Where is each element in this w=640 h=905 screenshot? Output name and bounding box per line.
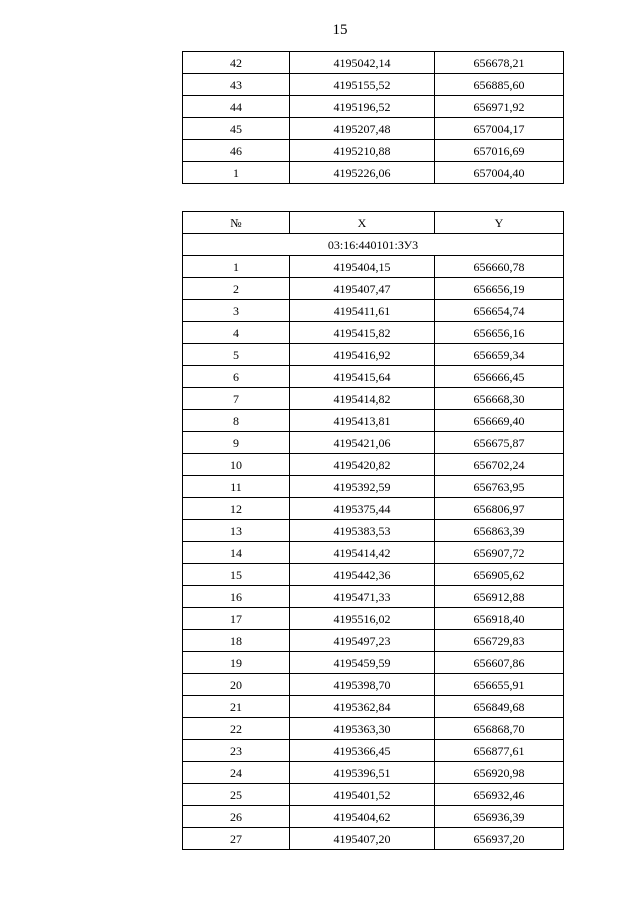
coord-y: 656907,72 — [435, 542, 564, 564]
coord-x: 4195415,64 — [290, 366, 435, 388]
header-y: Y — [435, 212, 564, 234]
point-number: 46 — [183, 140, 290, 162]
coord-x: 4195375,44 — [290, 498, 435, 520]
point-number: 2 — [183, 278, 290, 300]
coordinates-table-continued — [182, 51, 564, 184]
table-row — [183, 256, 564, 278]
table-row — [183, 118, 564, 140]
point-number: 22 — [183, 718, 290, 740]
coord-y: 656868,70 — [435, 718, 564, 740]
coord-y: 656763,95 — [435, 476, 564, 498]
table-row — [183, 74, 564, 96]
coord-x: 4195442,36 — [290, 564, 435, 586]
coordinates-table — [182, 211, 564, 850]
coord-x: 4195155,52 — [290, 74, 435, 96]
coord-x: 4195226,06 — [290, 162, 435, 184]
coord-x: 4195459,59 — [290, 652, 435, 674]
coord-x: 4195413,81 — [290, 410, 435, 432]
point-number: 43 — [183, 74, 290, 96]
point-number: 8 — [183, 410, 290, 432]
coord-y: 656877,61 — [435, 740, 564, 762]
coord-x: 4195392,59 — [290, 476, 435, 498]
coord-x: 4195366,45 — [290, 740, 435, 762]
point-number: 5 — [183, 344, 290, 366]
table-row — [183, 520, 564, 542]
coord-y: 656669,40 — [435, 410, 564, 432]
table-row — [183, 762, 564, 784]
coord-x: 4195415,82 — [290, 322, 435, 344]
table-row — [183, 454, 564, 476]
table-row — [183, 162, 564, 184]
table-row — [183, 674, 564, 696]
table-row — [183, 696, 564, 718]
point-number: 42 — [183, 52, 290, 74]
table-header-row — [183, 212, 564, 234]
cadastral-number: 03:16:440101:ЗУ3 — [183, 234, 564, 256]
coord-x: 4195363,30 — [290, 718, 435, 740]
coord-y: 656660,78 — [435, 256, 564, 278]
coord-y: 656806,97 — [435, 498, 564, 520]
coord-y: 656918,40 — [435, 608, 564, 630]
header-x: X — [290, 212, 435, 234]
coord-x: 4195416,92 — [290, 344, 435, 366]
coord-y: 656729,83 — [435, 630, 564, 652]
coord-x: 4195207,48 — [290, 118, 435, 140]
coord-x: 4195516,02 — [290, 608, 435, 630]
point-number: 18 — [183, 630, 290, 652]
point-number: 10 — [183, 454, 290, 476]
point-number: 45 — [183, 118, 290, 140]
point-number: 7 — [183, 388, 290, 410]
table-row — [183, 388, 564, 410]
point-number: 14 — [183, 542, 290, 564]
coord-y: 656849,68 — [435, 696, 564, 718]
table-row — [183, 740, 564, 762]
table-row — [183, 366, 564, 388]
coord-x: 4195196,52 — [290, 96, 435, 118]
coord-x: 4195398,70 — [290, 674, 435, 696]
coord-x: 4195404,15 — [290, 256, 435, 278]
coord-y: 656656,19 — [435, 278, 564, 300]
table-row — [183, 828, 564, 850]
coord-x: 4195362,84 — [290, 696, 435, 718]
table-row — [183, 52, 564, 74]
coord-y: 656912,88 — [435, 586, 564, 608]
point-number: 23 — [183, 740, 290, 762]
table-row — [183, 630, 564, 652]
point-number: 27 — [183, 828, 290, 850]
point-number: 17 — [183, 608, 290, 630]
table-row — [183, 476, 564, 498]
point-number: 6 — [183, 366, 290, 388]
coord-x: 4195497,23 — [290, 630, 435, 652]
table-row — [183, 410, 564, 432]
point-number: 24 — [183, 762, 290, 784]
point-number: 1 — [183, 256, 290, 278]
coord-y: 656920,98 — [435, 762, 564, 784]
coord-x: 4195407,47 — [290, 278, 435, 300]
table-row — [183, 542, 564, 564]
table-row — [183, 344, 564, 366]
coord-y: 656971,92 — [435, 96, 564, 118]
coord-x: 4195383,53 — [290, 520, 435, 542]
point-number: 26 — [183, 806, 290, 828]
coord-x: 4195411,61 — [290, 300, 435, 322]
table-row — [183, 806, 564, 828]
coord-x: 4195407,20 — [290, 828, 435, 850]
coord-y: 657004,40 — [435, 162, 564, 184]
table-row — [183, 652, 564, 674]
section-label-row — [183, 234, 564, 256]
point-number: 13 — [183, 520, 290, 542]
coord-y: 656702,24 — [435, 454, 564, 476]
table-row — [183, 322, 564, 344]
coord-y: 656656,16 — [435, 322, 564, 344]
coord-y: 656666,45 — [435, 366, 564, 388]
coord-x: 4195404,62 — [290, 806, 435, 828]
coord-y: 656659,34 — [435, 344, 564, 366]
header-number: № — [183, 212, 290, 234]
point-number: 44 — [183, 96, 290, 118]
coord-y: 656675,87 — [435, 432, 564, 454]
point-number: 16 — [183, 586, 290, 608]
coord-y: 656863,39 — [435, 520, 564, 542]
coord-y: 656932,46 — [435, 784, 564, 806]
point-number: 9 — [183, 432, 290, 454]
table-row — [183, 564, 564, 586]
coord-y: 656668,30 — [435, 388, 564, 410]
point-number: 21 — [183, 696, 290, 718]
coord-y: 656655,91 — [435, 674, 564, 696]
coord-y: 656937,20 — [435, 828, 564, 850]
point-number: 1 — [183, 162, 290, 184]
coord-y: 656905,62 — [435, 564, 564, 586]
coord-x: 4195414,42 — [290, 542, 435, 564]
coord-x: 4195471,33 — [290, 586, 435, 608]
coord-x: 4195396,51 — [290, 762, 435, 784]
coord-x: 4195042,14 — [290, 52, 435, 74]
coord-y: 657004,17 — [435, 118, 564, 140]
coord-x: 4195420,82 — [290, 454, 435, 476]
coord-x: 4195401,52 — [290, 784, 435, 806]
coord-y: 657016,69 — [435, 140, 564, 162]
point-number: 11 — [183, 476, 290, 498]
coord-y: 656654,74 — [435, 300, 564, 322]
table-row — [183, 140, 564, 162]
table-row — [183, 608, 564, 630]
table-row — [183, 278, 564, 300]
coord-y: 656885,60 — [435, 74, 564, 96]
table-row — [183, 498, 564, 520]
coordinates-table-continued-body — [183, 52, 564, 184]
table-row — [183, 300, 564, 322]
coord-y: 656936,39 — [435, 806, 564, 828]
coord-y: 656607,86 — [435, 652, 564, 674]
coord-x: 4195210,88 — [290, 140, 435, 162]
coord-y: 656678,21 — [435, 52, 564, 74]
coord-x: 4195414,82 — [290, 388, 435, 410]
table-row — [183, 784, 564, 806]
table-row — [183, 586, 564, 608]
coordinates-table-body — [183, 256, 564, 850]
point-number: 4 — [183, 322, 290, 344]
point-number: 20 — [183, 674, 290, 696]
point-number: 12 — [183, 498, 290, 520]
table-row — [183, 718, 564, 740]
page-number: 15 — [332, 22, 348, 38]
table-row — [183, 432, 564, 454]
table-row — [183, 96, 564, 118]
point-number: 3 — [183, 300, 290, 322]
point-number: 19 — [183, 652, 290, 674]
coord-x: 4195421,06 — [290, 432, 435, 454]
point-number: 25 — [183, 784, 290, 806]
point-number: 15 — [183, 564, 290, 586]
